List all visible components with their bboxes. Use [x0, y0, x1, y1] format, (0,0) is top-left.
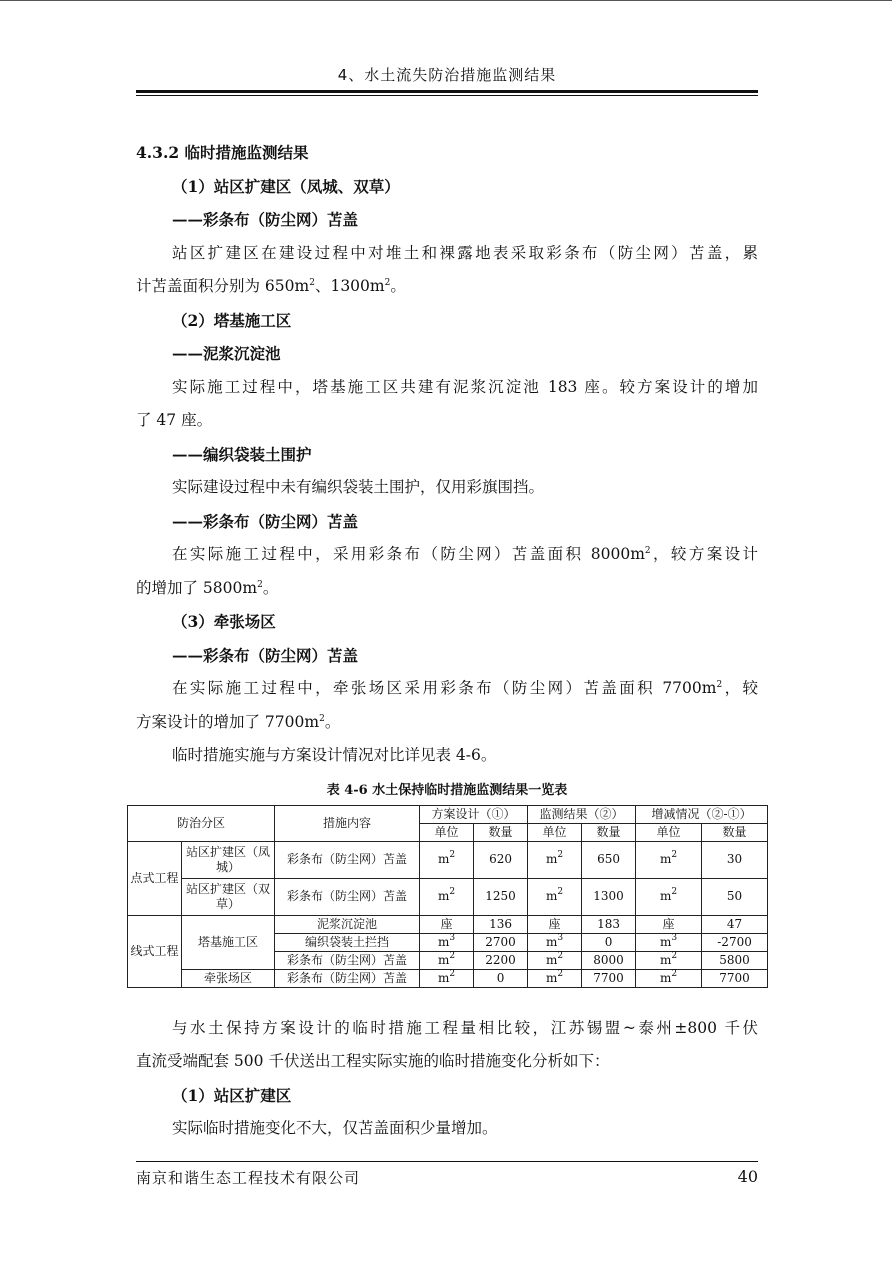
unit-cell: [420, 878, 474, 915]
zone2-paragraph1-line1: 实际施工过程中，塔基施工区共建有泥浆沉淀池 183 座。较方案设计的增加: [172, 377, 758, 396]
qty-cell: 50: [702, 878, 768, 915]
monitoring-table: [127, 805, 768, 988]
superscript: 2: [557, 968, 564, 979]
zone1-paragraph-line1: 站区扩建区在建设过程中对堆土和裸露地表采取彩条布（防尘网）苫盖，累: [172, 243, 758, 262]
unit-text: m: [545, 852, 558, 866]
section-heading: 4.3.2 临时措施监测结果: [136, 143, 309, 162]
text-span: 。: [324, 712, 341, 731]
zone-cell: 站区扩建区（凤城）: [182, 841, 275, 878]
zone3-paragraph-line2: [136, 706, 758, 740]
header-qty: 数量: [474, 823, 528, 841]
superscript: 3: [449, 932, 456, 943]
unit-cell: 座: [636, 915, 702, 933]
text-span: ，较方案设计: [650, 545, 758, 563]
measure-cell: 彩条布（防尘网）苫盖: [275, 841, 420, 878]
zone2-title: （2）塔基施工区: [172, 310, 292, 330]
qty-cell: 2200: [474, 951, 528, 969]
header-plan: 方案设计（①）: [420, 805, 528, 823]
qty-cell: -2700: [702, 933, 768, 951]
qty-cell: 1250: [474, 878, 528, 915]
qty-cell: 47: [702, 915, 768, 933]
qty-cell: 7700: [582, 969, 636, 987]
zone3-title: （3）牵张场区: [172, 612, 276, 631]
superscript: 2: [309, 278, 315, 288]
unit-text: m: [659, 970, 672, 985]
unit-text: m: [659, 934, 672, 949]
header-qty: 数量: [582, 823, 636, 841]
unit-text: m: [437, 952, 450, 967]
superscript: 2: [557, 850, 564, 860]
header-unit: 单位: [528, 823, 582, 841]
unit-text: m: [659, 952, 672, 967]
table-row: [128, 969, 768, 987]
superscript: 2: [557, 887, 564, 897]
text-span: 在实际施工过程中，牵张场区采用彩条布（防尘网）苫盖面积 7700m: [172, 679, 717, 697]
superscript: 2: [671, 887, 678, 897]
header-qty: 数量: [702, 823, 768, 841]
qty-cell: 620: [474, 841, 528, 878]
zone2-measure-bags: ——编织袋装土围护: [172, 444, 312, 464]
zone1-measure-cover: ——彩条布（防尘网）苫盖: [172, 210, 359, 229]
table-intro: 临时措施实施与方案设计情况对比详见表 4-6。: [172, 746, 497, 764]
unit-text: m: [437, 889, 450, 903]
qty-cell: 2700: [474, 933, 528, 951]
text-span: 计苫盖面积分别为 650m: [136, 277, 310, 295]
footer-company: 南京和谐生态工程技术有限公司: [136, 1169, 361, 1187]
qty-cell: 136: [474, 915, 528, 933]
analysis-zone1-title: （1）站区扩建区: [172, 1085, 292, 1105]
unit-text: m: [437, 970, 450, 985]
unit-text: m: [659, 852, 672, 866]
superscript: 2: [257, 579, 263, 590]
qty-cell: 0: [582, 933, 636, 951]
group-point-works: 点式工程: [128, 841, 182, 915]
unit-cell: [420, 841, 474, 878]
table-header-row: [128, 805, 768, 823]
superscript: 2: [449, 887, 456, 897]
zone-cell: 站区扩建区（双草）: [182, 878, 275, 915]
header-change: 增减情况（②-①）: [636, 805, 768, 823]
unit-text: m: [545, 934, 558, 949]
table-row: [128, 841, 768, 878]
table-caption: 表 4-6 水土保持临时措施监测结果一览表: [326, 782, 568, 798]
text-span: 方案设计的增加了 7700m: [136, 712, 320, 731]
unit-text: m: [545, 970, 558, 985]
superscript: 2: [384, 278, 391, 288]
zone3-paragraph-line1: [136, 672, 758, 706]
table-row: [128, 878, 768, 915]
unit-cell: [420, 969, 474, 987]
group-line-works: 线式工程: [128, 915, 182, 987]
unit-cell: [528, 841, 582, 878]
page-top-border: [0, 0, 892, 1]
superscript: 2: [671, 968, 678, 979]
unit-text: m: [545, 889, 558, 903]
analysis-zone1-text: 实际临时措施变化不大，仅苫盖面积少量增加。: [172, 1119, 498, 1137]
footer-rule: [136, 1161, 758, 1162]
zone1-title: （1）站区扩建区（凤城、双草）: [172, 176, 400, 196]
spacer: [136, 988, 758, 1012]
qty-cell: 0: [474, 969, 528, 987]
text-span: 在实际施工过程中，采用彩条布（防尘网）苫盖面积 8000m: [172, 545, 645, 563]
superscript: 2: [671, 950, 678, 961]
unit-cell: [636, 878, 702, 915]
zone3-measure-cover: ——彩条布（防尘网）苫盖: [172, 645, 359, 665]
text-span: 。: [262, 578, 279, 597]
unit-cell: [636, 841, 702, 878]
unit-cell: [528, 878, 582, 915]
zone2-paragraph1-line2: 了 47 座。: [136, 411, 213, 429]
superscript: 2: [319, 713, 325, 724]
zone2-paragraph3-line1: [136, 538, 758, 572]
page-header-title: 4、水土流失防治措施监测结果: [337, 66, 557, 84]
superscript: 2: [716, 680, 723, 690]
qty-cell: 30: [702, 841, 768, 878]
text-span: 。: [390, 277, 406, 295]
unit-cell: [528, 969, 582, 987]
header-unit: 单位: [420, 823, 474, 841]
superscript: 3: [671, 932, 678, 943]
measure-cell: 彩条布（防尘网）苫盖: [275, 951, 420, 969]
page-number: 40: [737, 1167, 758, 1186]
unit-cell: [636, 969, 702, 987]
unit-text: m: [437, 852, 450, 866]
analysis-paragraph-line2: 直流受端配套 500 千伏送出工程实际实施的临时措施变化分析如下：: [136, 1052, 610, 1070]
unit-text: m: [659, 889, 672, 903]
zone-cell: 牵张场区: [182, 969, 275, 987]
zone2-measure-cover: ——彩条布（防尘网）苫盖: [172, 511, 359, 531]
superscript: 2: [449, 850, 456, 860]
qty-cell: 1300: [582, 878, 636, 915]
superscript: 2: [671, 850, 678, 860]
superscript: 2: [557, 950, 564, 961]
analysis-paragraph-line1: 与水土保持方案设计的临时措施工程量相比较，江苏锡盟~泰州±800 千伏: [172, 1018, 758, 1037]
qty-cell: 650: [582, 841, 636, 878]
measure-cell: 彩条布（防尘网）苫盖: [275, 878, 420, 915]
unit-cell: [528, 933, 582, 951]
zone2-measure-pond: ——泥浆沉淀池: [172, 344, 281, 363]
qty-cell: 183: [582, 915, 636, 933]
text-span: 、1300m: [314, 277, 385, 295]
unit-cell: [636, 933, 702, 951]
header-unit: 单位: [636, 823, 702, 841]
table-row: [128, 915, 768, 933]
zone1-paragraph-line2: [136, 270, 758, 304]
measure-cell: 彩条布（防尘网）苫盖: [275, 969, 420, 987]
qty-cell: 8000: [582, 951, 636, 969]
unit-cell: [420, 933, 474, 951]
document-body: [130, 136, 758, 1146]
qty-cell: 5800: [702, 951, 768, 969]
header-zone: 防治分区: [128, 805, 275, 841]
unit-cell: [528, 951, 582, 969]
superscript: 2: [449, 950, 456, 961]
unit-cell: 座: [528, 915, 582, 933]
unit-cell: 座: [420, 915, 474, 933]
header-rule-thick: [136, 90, 758, 93]
header-measure: 措施内容: [275, 805, 420, 841]
header-rule-thin: [136, 95, 758, 96]
measure-cell: 泥浆沉淀池: [275, 915, 420, 933]
text-span: 的增加了 5800m: [136, 578, 258, 597]
qty-cell: 7700: [702, 969, 768, 987]
unit-text: m: [437, 934, 450, 949]
superscript: 3: [557, 932, 564, 943]
zone2-paragraph3-line2: [136, 572, 758, 606]
header-monitor: 监测结果（②）: [528, 805, 636, 823]
unit-cell: [636, 951, 702, 969]
zone-cell: 塔基施工区: [182, 915, 275, 969]
unit-cell: [420, 951, 474, 969]
unit-text: m: [545, 952, 558, 967]
measure-cell: 编织袋装土拦挡: [275, 933, 420, 951]
text-span: ，较: [722, 679, 758, 697]
superscript: 2: [644, 546, 651, 556]
superscript: 2: [449, 968, 456, 979]
zone2-paragraph2: 实际建设过程中未有编织袋装土围护，仅用彩旗围挡。: [172, 478, 545, 496]
